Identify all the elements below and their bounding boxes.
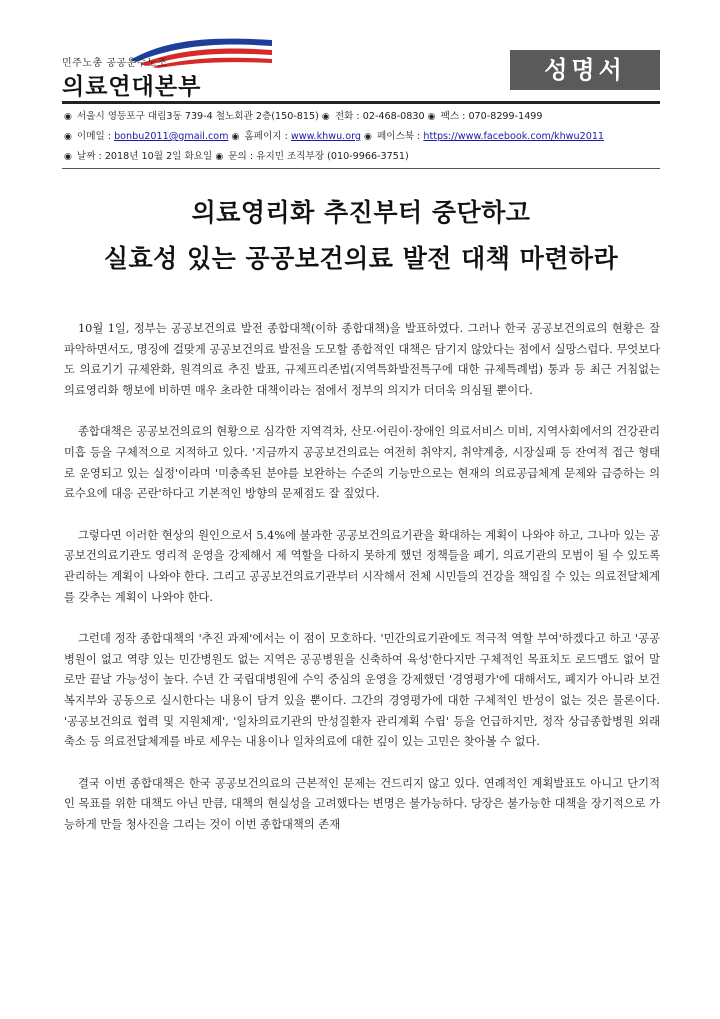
facebook-label: 페이스북 : [376,131,421,142]
bullet-mark-icon: ◉ [364,132,372,142]
bullet-mark-icon: ◉ [231,132,240,142]
contact-label: 문의 : [228,151,254,162]
info-line-1 [64,107,660,127]
date-label: 날짜 : [76,151,102,162]
fax-label: 팩스 : [440,111,466,122]
paragraph: 종합대책은 공공보건의료의 현황으로 심각한 지역격차, 산모·어린이·장애인 의료서비스 미비, 지역사회에서의 건강관리 미흡 등을 구체적으로 지적하고 있다. '지금까지 공공보건의료는 여전히 취약지, 취약계층, 시장실패 등 잔여적 접근 형태로 운영되고 있는 실정'이라며 '미충족된 분야를 보완하는 수준의 기능만으로는 현재의 의료공급체계 문제와 급증하는 의료수요에 대응 곤란'하다고 기본적인 방향의 문제점도 잘 짚었다. [64,425,660,501]
paragraph: 그렇다면 이러한 현상의 원인으로서 5.4%에 불과한 공공보건의료기관을 확대하는 계획이 나와야 하고, 그나마 있는 공공보건의료기관도 영리적 운영을 강제해서 제 역할을 다하지 못하게 했던 정책들을 폐기, 의료기관의 모범이 될 수 있도록 관리하는 계획이 나와야 한다. 그리고 공공보건의료기관부터 시작해서 전체 시민들의 건강을 책임질 수 있는 의료전달체계를 갖추는 계획이 나와야 한다. [64,528,660,604]
email-link[interactable]: bonbu2011@gmail.com [114,131,229,142]
info-line-3 [64,147,660,167]
org-subtitle: 민주노총 공공운수노조 [62,58,168,69]
bullet-mark-icon: ◉ [64,132,72,142]
org-name: 의료연대본부 [62,74,202,100]
statement-title [62,190,660,282]
bullet-mark-icon: ◉ [427,112,436,122]
bullet-mark-icon: ◉ [64,112,72,122]
email-label: 이메일 : [76,131,112,142]
phone: 02-468-0830 [362,111,425,122]
homepage-link[interactable]: www.khwu.org [290,131,361,142]
paragraph: 결국 이번 종합대책은 한국 공공보건의료의 근본적인 문제는 건드리지 않고 있다. 연례적인 계획발표도 아니고 단기적인 목표를 위한 대책도 아닌 만큼, 대책의 현실성을 고려했다는 변명은 불가능하다. 당장은 불가능한 대책을 장기적으로 가능하게 만들 청사진을 그리는 것이 이번 종합대책의 존재 [64,776,660,831]
address: 서울시 영등포구 대림3동 739-4 철노회관 2층(150-815) [76,111,319,122]
paragraph: 그런데 정작 종합대책의 '추진 과제'에서는 이 점이 모호하다. '민간의료기관에도 적극적 역할 부여'하겠다고 하고 '공공병원이 없고 역량 있는 민간병원도 없는 지역은 공공병원을 신축하여 육성'한다지만 구체적인 목표치도 로드맵도 없어 말로만 끝날 가능성이 높다. 수년 간 국립대병원에 수익 중심의 운영을 강제했던 '경영평가'에 대해서도, 폐지가 아니라 보건복지부와 공동으로 실시한다는 내용이 담겨 있을 뿐이다. 그간의 경영평가에 대한 구체적인 반성이 없는 것은 물론이다. '공공보건의료 협력 및 지원체계', '일차의료기관의 만성질환자 관리계획 수립' 등을 언급하지만, 정작 상급종합병원 외래축소 등 의료전달체계를 바로 세우는 내용이나 일차의료에 대한 깊이 있는 고민은 찾아볼 수 없다. [64,632,660,749]
title-line-2: 실효성 있는 공공보건의료 발전 대책 마련하라 [103,244,619,273]
bullet-mark-icon: ◉ [321,112,330,122]
paragraph: 10월 1일, 정부는 공공보건의료 발전 종합대책(이하 종합대책)을 발표하였다. 그러나 한국 공공보건의료의 현황은 잘 파악하면서도, 명징에 걸맞게 공공보건의료 발전을 도모할 종합적인 대책은 담기지 않았다는 점에서 실망스럽다. 무엇보다도 의료기기 규제완화, 원격의료 추진 발표, 규제프리존법(지역특화발전특구에 대한 규제특례법) 통과 등 최근 거침없는 의료영리화 행보에 비하면 매우 초라한 대책이라는 점에서 정부의 의지가 더더욱 의심될 뿐이다. [64,322,660,397]
statement-body [64,319,660,856]
homepage-label: 홈페이지 : [244,131,288,142]
contact-info [64,107,660,167]
bullet-mark-icon: ◉ [215,152,224,162]
info-divider [62,168,660,169]
letterhead [62,40,660,98]
info-line-2 [64,127,660,147]
bullet-mark-icon: ◉ [64,152,72,162]
document-type-badge: 성명서 [510,50,660,90]
header-divider [62,101,660,104]
facebook-link[interactable]: https://www.facebook.com/khwu2011 [423,131,605,142]
org-logo [62,40,322,100]
date: 2018년 10월 2일 화요일 [104,151,213,162]
title-line-1: 의료영리화 추진부터 중단하고 [191,198,531,227]
phone-label: 전화 : [334,111,360,122]
contact-person: 유지민 조직부장 (010-9966-3751) [256,151,409,162]
fax: 070-8299-1499 [468,111,543,122]
